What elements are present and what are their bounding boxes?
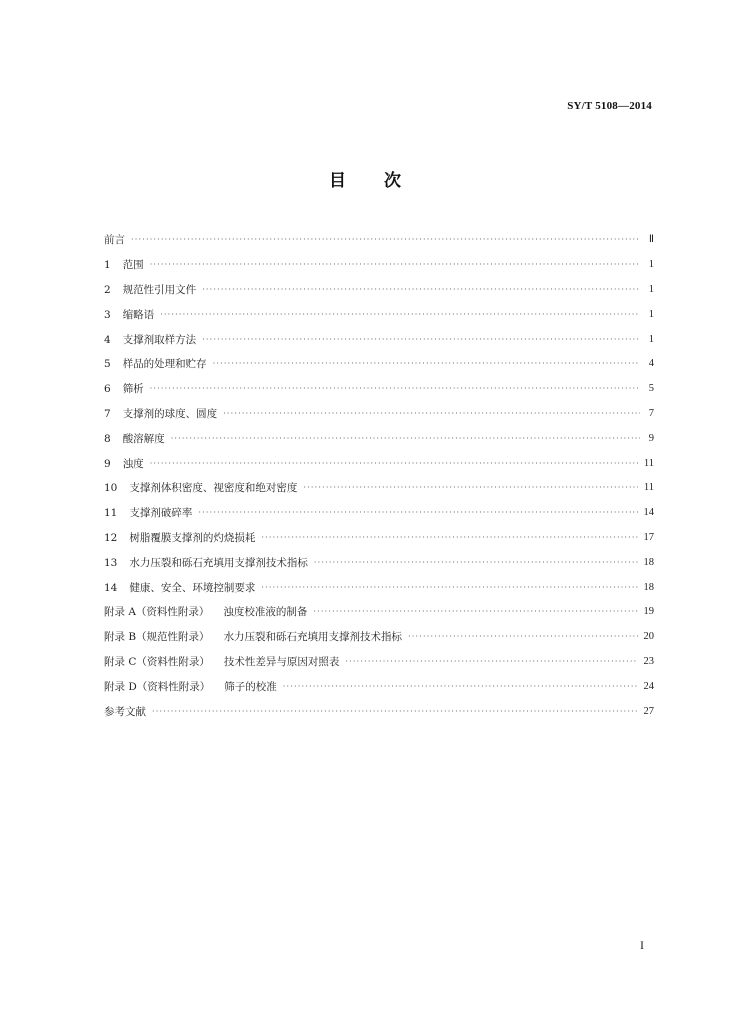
toc-entry-number: 7 xyxy=(104,407,111,420)
toc-entry[interactable] xyxy=(104,278,654,303)
toc-entry[interactable] xyxy=(104,550,654,575)
toc-entry-title: 筛析 xyxy=(122,383,144,396)
toc-entry-title: 筛子的校准 xyxy=(224,680,277,693)
toc-entry-title: 酸溶解度 xyxy=(122,432,165,445)
toc-entry-page: 19 xyxy=(643,606,654,618)
toc-entry-appendix-label: 附录 C（资料性附录） xyxy=(104,655,210,668)
toc-dot-leader xyxy=(131,233,640,247)
toc-entry[interactable] xyxy=(104,501,654,526)
toc-entry-number: 9 xyxy=(104,457,111,470)
toc-entry-heading xyxy=(104,382,144,396)
toc-entry[interactable] xyxy=(104,674,654,699)
toc-entry-number: 2 xyxy=(104,283,111,296)
toc-entry[interactable] xyxy=(104,526,654,551)
page-title-part2: 次 xyxy=(384,171,401,191)
toc-dot-leader xyxy=(152,705,638,719)
toc-entry-title: 样品的处理和贮存 xyxy=(122,358,207,371)
toc-entry-number: 5 xyxy=(104,358,111,371)
toc-dot-leader xyxy=(213,357,640,371)
toc-dot-leader xyxy=(261,581,637,595)
toc-entry-heading xyxy=(104,581,255,595)
toc-entry-heading xyxy=(104,258,144,272)
toc-entry-number: 4 xyxy=(104,333,111,346)
page-title-part1: 目 xyxy=(329,171,346,191)
toc-entry-title: 健康、安全、环境控制要求 xyxy=(129,581,256,594)
toc-entry-number: 12 xyxy=(104,531,118,544)
toc-entry-page: 27 xyxy=(643,705,654,717)
toc-entry[interactable] xyxy=(104,426,654,451)
toc-entry[interactable] xyxy=(104,625,654,650)
toc-entry-heading xyxy=(104,308,154,322)
toc-entry-heading xyxy=(104,605,307,619)
toc-entry-number: 13 xyxy=(104,556,118,569)
toc-entry[interactable] xyxy=(104,402,654,427)
toc-entry[interactable] xyxy=(104,699,654,724)
toc-entry-page: 14 xyxy=(643,507,654,519)
toc-entry-number: 3 xyxy=(104,308,111,321)
toc-entry-page: 1 xyxy=(648,333,654,345)
toc-entry-title: 支撑剂体积密度、视密度和绝对密度 xyxy=(129,482,298,495)
toc-entry[interactable] xyxy=(104,650,654,675)
toc-entry-title: 技术性差异与原因对照表 xyxy=(223,655,340,668)
toc-entry-heading xyxy=(104,233,125,247)
toc-entry-title: 前言 xyxy=(104,234,125,247)
toc-dot-leader xyxy=(223,407,640,421)
page-number: I xyxy=(640,938,644,952)
toc-dot-leader xyxy=(150,457,638,471)
toc-entry-page: 18 xyxy=(643,581,654,593)
toc-entry-appendix-label: 附录 A（资料性附录） xyxy=(104,606,210,619)
toc-dot-leader xyxy=(303,481,638,495)
toc-entry[interactable] xyxy=(104,451,654,476)
toc-entry-title: 支撑剂的球度、圆度 xyxy=(122,407,218,420)
toc-entry-appendix-label: 附录 B（规范性附录） xyxy=(104,631,210,644)
toc-entry-page: 7 xyxy=(648,407,654,419)
toc-entry-page: 17 xyxy=(643,531,654,543)
toc-entry[interactable] xyxy=(104,302,654,327)
toc-entry-number: 10 xyxy=(104,482,118,495)
toc-entry-title: 参考文献 xyxy=(104,705,146,718)
toc-entry-title: 支撑剂破碎率 xyxy=(129,507,193,520)
toc-entry-heading xyxy=(104,283,196,297)
toc-dot-leader xyxy=(314,556,638,570)
toc-dot-leader xyxy=(171,432,640,446)
toc-entry-number: 6 xyxy=(104,383,111,396)
toc-dot-leader xyxy=(150,258,640,272)
toc-entry-heading xyxy=(104,407,217,421)
toc-entry-number: 8 xyxy=(104,432,111,445)
toc-entry[interactable] xyxy=(104,228,654,253)
toc-entry-heading xyxy=(104,556,308,570)
toc-entry-page: 20 xyxy=(643,631,654,643)
toc-entry-number: 11 xyxy=(104,507,118,520)
toc-entry[interactable] xyxy=(104,253,654,278)
toc-entry-heading xyxy=(104,357,207,371)
toc-entry-title: 水力压裂和砾石充填用支撑剂技术指标 xyxy=(223,631,403,644)
toc-dot-leader xyxy=(198,506,637,520)
table-of-contents xyxy=(104,228,654,724)
toc-entry-number: 14 xyxy=(104,581,118,594)
toc-entry-heading xyxy=(104,680,277,694)
toc-dot-leader xyxy=(150,382,640,396)
toc-entry-page: 24 xyxy=(643,680,654,692)
toc-entry-page: 23 xyxy=(643,655,654,667)
toc-entry-page: 1 xyxy=(648,259,654,271)
toc-entry-heading xyxy=(104,432,165,446)
toc-entry-title: 支撑剂取样方法 xyxy=(122,333,197,346)
toc-entry-heading xyxy=(104,333,196,347)
toc-entry-page: 1 xyxy=(648,308,654,320)
standard-code: SY/T 5108—2014 xyxy=(567,100,652,112)
toc-entry-title: 浊度 xyxy=(122,457,144,470)
toc-entry-title: 树脂覆膜支撑剂的灼烧损耗 xyxy=(129,531,256,544)
toc-dot-leader xyxy=(261,531,637,545)
toc-entry-title: 浊度校准液的制备 xyxy=(223,606,308,619)
toc-entry-page: 5 xyxy=(648,383,654,395)
toc-entry-heading xyxy=(104,630,402,644)
toc-entry-page: 1 xyxy=(648,283,654,295)
toc-entry-heading xyxy=(104,531,255,545)
toc-entry-page: 4 xyxy=(648,358,654,370)
toc-entry[interactable] xyxy=(104,575,654,600)
toc-dot-leader xyxy=(202,333,640,347)
toc-entry-number: 1 xyxy=(104,259,111,272)
toc-dot-leader xyxy=(202,283,640,297)
toc-entry[interactable] xyxy=(104,327,654,352)
toc-entry-title: 缩略语 xyxy=(122,308,155,321)
toc-entry-title: 规范性引用文件 xyxy=(122,283,197,296)
toc-entry-heading xyxy=(104,705,146,719)
toc-entry-heading xyxy=(104,506,192,520)
toc-entry-title: 范围 xyxy=(122,259,144,272)
toc-entry-heading xyxy=(104,655,339,669)
toc-entry-heading xyxy=(104,481,297,495)
toc-dot-leader xyxy=(408,630,637,644)
toc-entry-page: 11 xyxy=(643,457,654,469)
toc-dot-leader xyxy=(160,308,640,322)
toc-dot-leader xyxy=(313,605,637,619)
toc-entry-title: 水力压裂和砾石充填用支撑剂技术指标 xyxy=(129,556,308,569)
toc-dot-leader xyxy=(345,655,637,669)
toc-dot-leader xyxy=(283,680,638,694)
toc-entry-page: 9 xyxy=(648,432,654,444)
toc-entry[interactable] xyxy=(104,377,654,402)
page-title xyxy=(0,166,730,191)
toc-entry[interactable] xyxy=(104,476,654,501)
toc-entry[interactable] xyxy=(104,600,654,625)
toc-entry[interactable] xyxy=(104,352,654,377)
toc-entry-appendix-label: 附录 D（资料性附录） xyxy=(104,680,211,693)
toc-entry-page: Ⅱ xyxy=(648,234,654,246)
toc-entry-heading xyxy=(104,457,144,471)
toc-entry-page: 11 xyxy=(643,482,654,494)
toc-entry-page: 18 xyxy=(643,556,654,568)
